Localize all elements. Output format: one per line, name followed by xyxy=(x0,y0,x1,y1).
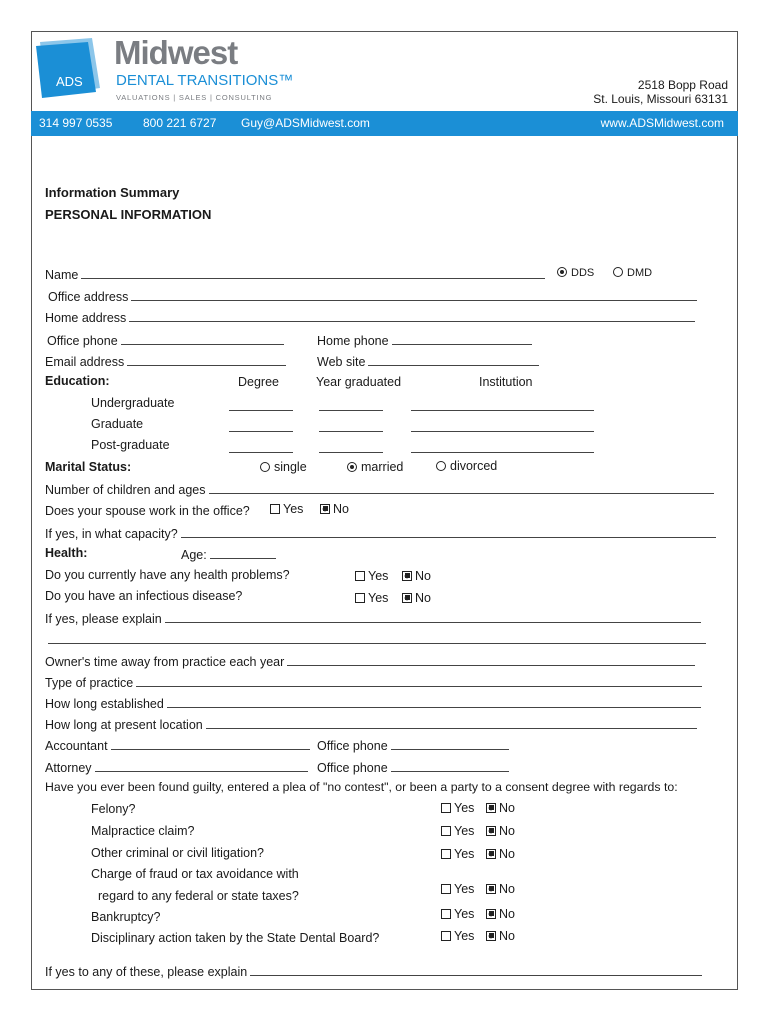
accountant-row xyxy=(45,737,310,753)
accountant-input[interactable] xyxy=(111,737,310,750)
litigation-no[interactable] xyxy=(486,847,515,861)
office-address-input[interactable] xyxy=(131,288,697,301)
radio-checked-icon xyxy=(557,267,567,277)
spouse-no-label: No xyxy=(333,502,349,516)
postgrad-institution-input[interactable] xyxy=(411,440,594,453)
capacity-row xyxy=(45,525,716,541)
attorney-input[interactable] xyxy=(95,759,308,772)
accountant-label: Accountant xyxy=(45,739,108,753)
address-line-2: St. Louis, Missouri 63131 xyxy=(593,92,728,106)
practice-type-label: Type of practice xyxy=(45,676,134,690)
checkbox-icon xyxy=(441,884,451,894)
location-input[interactable] xyxy=(206,716,697,729)
spouse-label: Does your spouse work in the office? xyxy=(45,504,250,518)
infectious-no[interactable] xyxy=(402,591,431,605)
legal-question: Have you ever been found guilty, entered a plea of "no contest", or been a party to a consent degree with regards to: xyxy=(45,780,678,794)
email-row xyxy=(45,353,286,369)
education-label: Education: xyxy=(45,374,110,388)
time-away-input[interactable] xyxy=(287,653,695,666)
checkbox-icon xyxy=(441,849,451,859)
felony-no[interactable] xyxy=(486,801,515,815)
bankruptcy-yes-label: Yes xyxy=(454,907,475,921)
health-explain-label: If yes, please explain xyxy=(45,612,162,626)
litigation-no-label: No xyxy=(499,847,515,861)
section-title: PERSONAL INFORMATION xyxy=(45,207,212,222)
accountant-phone-row xyxy=(317,737,509,753)
website-link[interactable]: www.ADSMidwest.com xyxy=(600,116,724,130)
home-phone-label: Home phone xyxy=(317,334,389,348)
checkbox-checked-icon xyxy=(486,826,496,836)
age-row xyxy=(181,546,276,562)
litigation-yes-label: Yes xyxy=(454,847,475,861)
children-label: Number of children and ages xyxy=(45,483,206,497)
dds-label: DDS xyxy=(571,267,595,279)
email-link[interactable]: Guy@ADSMidwest.com xyxy=(241,116,370,130)
infectious-no-label: No xyxy=(415,591,431,605)
bankruptcy-no-label: No xyxy=(499,907,515,921)
infectious-label: Do you have an infectious disease? xyxy=(45,589,243,603)
brand-tagline: VALUATIONS | SALES | CONSULTING xyxy=(116,93,273,102)
children-input[interactable] xyxy=(209,481,714,494)
undergrad-year-input[interactable] xyxy=(319,398,383,411)
checkbox-checked-icon xyxy=(402,571,412,581)
legal-explain-input[interactable] xyxy=(250,963,702,976)
checkbox-checked-icon xyxy=(486,909,496,919)
marital-label: Marital Status: xyxy=(45,460,132,474)
felony-no-label: No xyxy=(499,801,515,815)
home-address-row xyxy=(45,309,695,325)
office-phone-input[interactable] xyxy=(121,332,284,345)
litigation-label: Other criminal or civil litigation? xyxy=(91,846,264,860)
checkbox-icon xyxy=(355,593,365,603)
home-phone-input[interactable] xyxy=(392,332,532,345)
legal-explain-row xyxy=(45,963,702,979)
summary-title: Information Summary xyxy=(45,185,180,200)
brand-subtitle: DENTAL TRANSITIONS™ xyxy=(116,72,294,89)
name-label: Name xyxy=(45,268,79,282)
name-input[interactable] xyxy=(81,266,545,279)
home-address-input[interactable] xyxy=(129,309,695,322)
spouse-yes[interactable] xyxy=(270,502,303,516)
fraud-no[interactable] xyxy=(486,882,515,896)
checkbox-checked-icon xyxy=(402,593,412,603)
malpractice-label: Malpractice claim? xyxy=(91,824,195,838)
legal-explain-label: If yes to any of these, please explain xyxy=(45,965,248,979)
checkbox-checked-icon xyxy=(486,884,496,894)
disciplinary-label: Disciplinary action taken by the State Dental Board? xyxy=(91,931,380,945)
attorney-label: Attorney xyxy=(45,761,92,775)
email-label: Email address xyxy=(45,355,125,369)
website-input[interactable] xyxy=(368,353,539,366)
time-away-row xyxy=(45,653,695,669)
attorney-phone-input[interactable] xyxy=(391,759,509,772)
office-phone-row xyxy=(47,332,284,348)
office-phone-label: Office phone xyxy=(47,334,118,348)
checkbox-icon xyxy=(441,909,451,919)
checkbox-checked-icon xyxy=(486,803,496,813)
children-row xyxy=(45,481,714,497)
degree-header: Degree xyxy=(238,375,279,389)
grad-institution-input[interactable] xyxy=(411,419,594,432)
health-problems-no-label: No xyxy=(415,569,431,583)
bankruptcy-no[interactable] xyxy=(486,907,515,921)
disciplinary-yes-label: Yes xyxy=(454,929,475,943)
phone-2: 800 221 6727 xyxy=(143,116,217,130)
office-address-label: Office address xyxy=(48,290,129,304)
checkbox-icon xyxy=(441,931,451,941)
address-line-1: 2518 Bopp Road xyxy=(637,78,728,92)
health-problems-yes[interactable] xyxy=(355,569,388,583)
malpractice-yes[interactable] xyxy=(441,824,474,838)
checkbox-checked-icon xyxy=(486,849,496,859)
name-row xyxy=(45,266,545,282)
spouse-yes-label: Yes xyxy=(283,502,304,516)
attorney-row xyxy=(45,759,308,775)
accountant-phone-label: Office phone xyxy=(317,739,388,753)
bankruptcy-yes[interactable] xyxy=(441,907,474,921)
capacity-input[interactable] xyxy=(181,525,716,538)
radio-unchecked-icon xyxy=(436,461,446,471)
health-explain-input-2[interactable] xyxy=(48,631,706,644)
established-row xyxy=(45,695,701,711)
year-header: Year graduated xyxy=(316,375,402,389)
email-input[interactable] xyxy=(127,353,286,366)
disciplinary-no[interactable] xyxy=(486,929,515,943)
capacity-label: If yes, in what capacity? xyxy=(45,527,178,541)
checkbox-icon xyxy=(270,504,280,514)
age-label: Age: xyxy=(181,548,207,562)
health-explain-input[interactable] xyxy=(165,610,701,623)
fraud-no-label: No xyxy=(499,882,515,896)
radio-checked-icon xyxy=(347,462,357,472)
single-option[interactable] xyxy=(260,460,307,474)
divorced-option[interactable] xyxy=(436,459,497,473)
accountant-phone-input[interactable] xyxy=(391,737,509,750)
felony-label: Felony? xyxy=(91,802,136,816)
practice-type-input[interactable] xyxy=(136,674,702,687)
graduate-label: Graduate xyxy=(91,417,144,431)
postgraduate-label: Post-graduate xyxy=(91,438,170,452)
malpractice-no-label: No xyxy=(499,824,515,838)
litigation-yes[interactable] xyxy=(441,847,474,861)
fraud-yes-label: Yes xyxy=(454,882,475,896)
infectious-yes-label: Yes xyxy=(368,591,389,605)
established-input[interactable] xyxy=(167,695,701,708)
radio-unchecked-icon xyxy=(613,267,623,277)
undergrad-degree-input[interactable] xyxy=(229,398,293,411)
website-label: Web site xyxy=(317,355,366,369)
health-problems-label: Do you currently have any health problems? xyxy=(45,568,290,582)
attorney-phone-label: Office phone xyxy=(317,761,388,775)
practice-type-row xyxy=(45,674,702,690)
brand-name: Midwest xyxy=(114,34,238,71)
married-option[interactable] xyxy=(347,460,403,474)
health-label: Health: xyxy=(45,546,88,560)
undergrad-institution-input[interactable] xyxy=(411,398,594,411)
office-address-row xyxy=(48,288,697,304)
malpractice-yes-label: Yes xyxy=(454,824,475,838)
checkbox-checked-icon xyxy=(486,931,496,941)
location-label: How long at present location xyxy=(45,718,203,732)
age-input[interactable] xyxy=(210,546,276,559)
attorney-phone-row xyxy=(317,759,509,775)
grad-year-input[interactable] xyxy=(319,419,383,432)
dmd-label: DMD xyxy=(627,267,653,279)
disciplinary-no-label: No xyxy=(499,929,515,943)
institution-header: Institution xyxy=(479,375,533,389)
checkbox-icon xyxy=(441,826,451,836)
spouse-no[interactable] xyxy=(320,502,349,516)
fraud-yes[interactable] xyxy=(441,882,474,896)
checkbox-icon xyxy=(441,803,451,813)
established-label: How long established xyxy=(45,697,164,711)
disciplinary-yes[interactable] xyxy=(441,929,474,943)
grad-degree-input[interactable] xyxy=(229,419,293,432)
logo xyxy=(34,36,106,100)
phone-1: 314 997 0535 xyxy=(39,116,113,130)
postgrad-degree-input[interactable] xyxy=(229,440,293,453)
website-row xyxy=(317,353,539,369)
bankruptcy-label: Bankruptcy? xyxy=(91,910,161,924)
time-away-label: Owner's time away from practice each year xyxy=(45,655,285,669)
undergraduate-label: Undergraduate xyxy=(91,396,175,410)
felony-yes[interactable] xyxy=(441,801,474,815)
fraud-label-2: regard to any federal or state taxes? xyxy=(98,889,299,903)
infectious-yes[interactable] xyxy=(355,591,388,605)
postgrad-year-input[interactable] xyxy=(319,440,383,453)
radio-unchecked-icon xyxy=(260,462,270,472)
married-label: married xyxy=(361,460,404,474)
contact-bar xyxy=(31,111,738,136)
health-problems-no[interactable] xyxy=(402,569,431,583)
checkbox-checked-icon xyxy=(320,504,330,514)
checkbox-icon xyxy=(355,571,365,581)
home-phone-row xyxy=(317,332,532,348)
fraud-label-1: Charge of fraud or tax avoidance with xyxy=(91,867,299,881)
dds-option[interactable] xyxy=(557,267,594,279)
malpractice-no[interactable] xyxy=(486,824,515,838)
health-explain-row xyxy=(45,610,701,626)
dmd-option[interactable] xyxy=(613,267,652,279)
logo-badge-icon xyxy=(34,36,106,100)
health-problems-yes-label: Yes xyxy=(368,569,389,583)
single-label: single xyxy=(274,460,307,474)
location-row xyxy=(45,716,697,732)
felony-yes-label: Yes xyxy=(454,801,475,815)
divorced-label: divorced xyxy=(450,459,498,473)
home-address-label: Home address xyxy=(45,311,127,325)
logo-badge-text: ADS xyxy=(56,74,83,89)
